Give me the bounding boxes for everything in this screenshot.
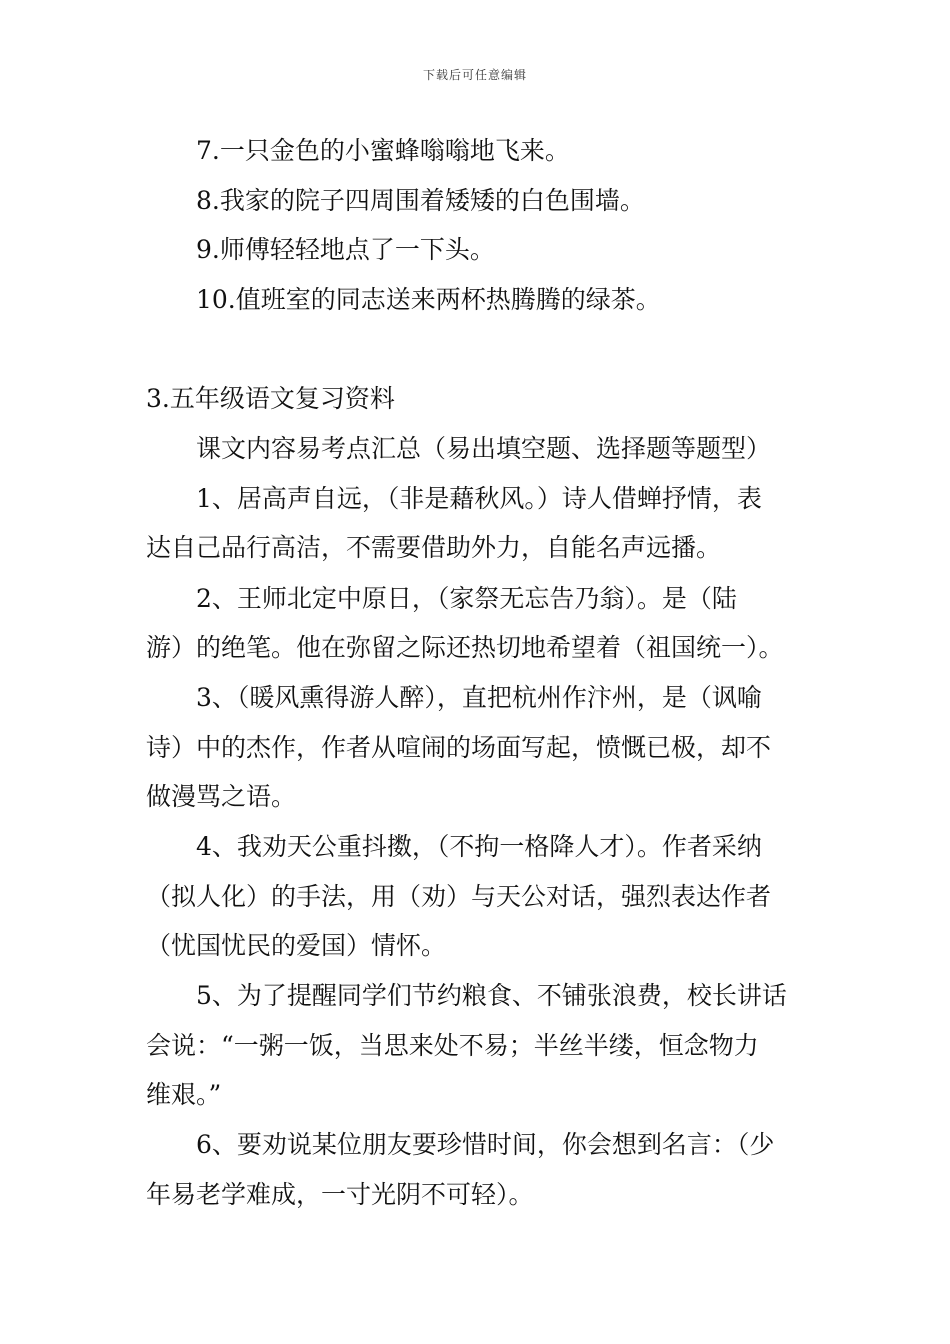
paragraph-line: （忧国忧民的爱国）情怀。 [146, 931, 447, 960]
paragraph-line: 年易老学难成，一寸光阴不可轻）。 [146, 1180, 534, 1209]
paragraph-line: 5、为了提醒同学们节约粮食、不铺张浪费，校长讲话 [196, 981, 787, 1010]
list-item: 8.我家的院子四周围着矮矮的白色围墙。 [196, 186, 645, 215]
paragraph-line: 3、（暖风熏得游人醉），直把杭州作汴州，是（讽喻 [196, 683, 762, 712]
paragraph-line: 达自己品行高洁，不需要借助外力，自能名声远播。 [146, 533, 722, 562]
paragraph-line: 诗）中的杰作，作者从喧闹的场面写起，愤慨已极，却不 [146, 733, 772, 762]
list-item: 7.一只金色的小蜜蜂嗡嗡地飞来。 [196, 136, 570, 165]
paragraph-line: （拟人化）的手法，用（劝）与天公对话，强烈表达作者 [146, 882, 772, 911]
paragraph-line: 1、居高声自远，（非是藉秋风。）诗人借蝉抒情，表 [196, 484, 762, 513]
page-header: 下载后可任意编辑 [422, 68, 527, 82]
section-subtitle: 课文内容易考点汇总（易出填空题、选择题等题型） [196, 434, 772, 463]
paragraph-line: 维艰。” [146, 1080, 222, 1109]
list-item: 9.师傅轻轻地点了一下头。 [196, 235, 495, 264]
paragraph-line: 做漫骂之语。 [146, 782, 297, 811]
section-title: 3.五年级语文复习资料 [146, 384, 395, 413]
paragraph-line: 2、王师北定中原日，（家祭无忘告乃翁）。是（陆 [196, 584, 737, 613]
paragraph-line: 游）的绝笔。他在弥留之际还热切地希望着（祖国统一）。 [146, 633, 784, 662]
paragraph-line: 会说：“一粥一饭，当思来处不易；半丝半缕，恒念物力 [146, 1031, 759, 1060]
paragraph-line: 4、我劝天公重抖擞，（不拘一格降人才）。作者采纳 [196, 832, 762, 861]
list-item: 10.值班室的同志送来两杯热腾腾的绿茶。 [196, 285, 661, 314]
paragraph-line: 6、要劝说某位朋友要珍惜时间，你会想到名言：（少 [196, 1130, 775, 1159]
